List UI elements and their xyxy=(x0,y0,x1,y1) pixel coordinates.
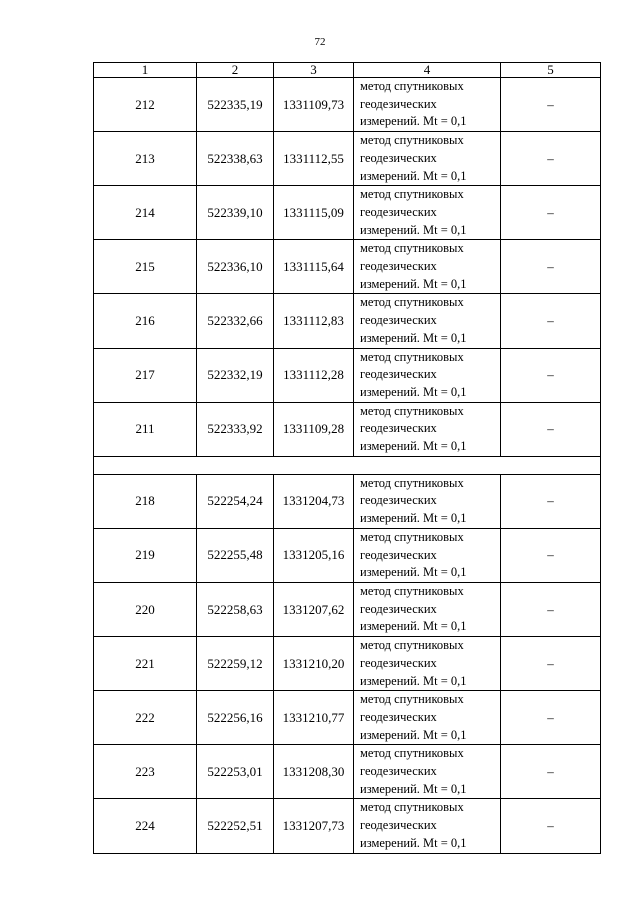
method-line: измерений. Mt = 0,1 xyxy=(360,619,467,634)
method-line: геодезических xyxy=(360,421,437,436)
y-coordinate-cell: 1331204,73 xyxy=(274,474,354,528)
point-number-cell: 220 xyxy=(94,582,197,636)
method-line: метод спутниковых xyxy=(360,746,464,761)
point-number-cell: 216 xyxy=(94,294,197,348)
y-coordinate-cell: 1331207,73 xyxy=(274,799,354,853)
header-col-5: 5 xyxy=(501,63,601,78)
point-number-cell: 215 xyxy=(94,240,197,294)
header-col-2: 2 xyxy=(197,63,274,78)
note-cell: – xyxy=(501,799,601,853)
y-coordinate-cell: 1331210,20 xyxy=(274,637,354,691)
header-col-1: 1 xyxy=(94,63,197,78)
y-coordinate-cell: 1331115,64 xyxy=(274,240,354,294)
method-line: измерений. Mt = 0,1 xyxy=(360,781,467,796)
method-cell xyxy=(354,348,501,402)
note-cell: – xyxy=(501,474,601,528)
method-line: метод спутниковых xyxy=(360,638,464,653)
table-row xyxy=(94,186,601,240)
method-line: метод спутниковых xyxy=(360,187,464,202)
y-coordinate-cell: 1331205,16 xyxy=(274,528,354,582)
y-coordinate-cell: 1331115,09 xyxy=(274,186,354,240)
method-line: геодезических xyxy=(360,493,437,508)
x-coordinate-cell: 522338,63 xyxy=(197,132,274,186)
method-cell xyxy=(354,186,501,240)
note-cell: – xyxy=(501,294,601,348)
method-cell xyxy=(354,691,501,745)
point-number-cell: 219 xyxy=(94,528,197,582)
method-line: геодезических xyxy=(360,547,437,562)
point-number-cell: 211 xyxy=(94,402,197,456)
method-cell xyxy=(354,799,501,853)
point-number-cell: 223 xyxy=(94,745,197,799)
note-cell: – xyxy=(501,402,601,456)
point-number-cell: 212 xyxy=(94,78,197,132)
method-line: измерений. Mt = 0,1 xyxy=(360,276,467,291)
table-row xyxy=(94,474,601,528)
point-number-cell: 222 xyxy=(94,691,197,745)
method-line: метод спутниковых xyxy=(360,79,464,93)
table-row xyxy=(94,132,601,186)
y-coordinate-cell: 1331207,62 xyxy=(274,582,354,636)
table-row xyxy=(94,528,601,582)
method-line: геодезических xyxy=(360,313,437,328)
method-line: геодезических xyxy=(360,367,437,382)
group-separator-cell xyxy=(94,456,601,474)
method-line: измерений. Mt = 0,1 xyxy=(360,114,467,129)
table-row xyxy=(94,637,601,691)
note-cell: – xyxy=(501,78,601,132)
method-cell xyxy=(354,294,501,348)
coordinates-table xyxy=(93,62,601,854)
x-coordinate-cell: 522339,10 xyxy=(197,186,274,240)
method-line: измерений. Mt = 0,1 xyxy=(360,565,467,580)
method-line: измерений. Mt = 0,1 xyxy=(360,439,467,454)
method-cell xyxy=(354,528,501,582)
method-line: измерений. Mt = 0,1 xyxy=(360,727,467,742)
table-row xyxy=(94,691,601,745)
method-line: измерений. Mt = 0,1 xyxy=(360,330,467,345)
x-coordinate-cell: 522255,48 xyxy=(197,528,274,582)
table-row xyxy=(94,402,601,456)
method-line: измерений. Mt = 0,1 xyxy=(360,222,467,237)
y-coordinate-cell: 1331210,77 xyxy=(274,691,354,745)
method-line: метод спутниковых xyxy=(360,475,464,490)
point-number-cell: 218 xyxy=(94,474,197,528)
method-line: метод спутниковых xyxy=(360,295,464,310)
note-cell: – xyxy=(501,240,601,294)
header-col-4: 4 xyxy=(354,63,501,78)
point-number-cell: 221 xyxy=(94,637,197,691)
method-line: метод спутниковых xyxy=(360,133,464,148)
method-line: метод спутниковых xyxy=(360,241,464,256)
header-col-3: 3 xyxy=(274,63,354,78)
method-line: метод спутниковых xyxy=(360,800,464,815)
method-cell xyxy=(354,132,501,186)
method-line: измерений. Mt = 0,1 xyxy=(360,511,467,526)
x-coordinate-cell: 522252,51 xyxy=(197,799,274,853)
method-line: метод спутниковых xyxy=(360,403,464,418)
method-line: геодезических xyxy=(360,655,437,670)
table-row xyxy=(94,582,601,636)
method-cell xyxy=(354,78,501,132)
method-cell xyxy=(354,402,501,456)
method-line: метод спутниковых xyxy=(360,583,464,598)
method-line: геодезических xyxy=(360,764,437,779)
x-coordinate-cell: 522332,19 xyxy=(197,348,274,402)
y-coordinate-cell: 1331112,83 xyxy=(274,294,354,348)
point-number-cell: 224 xyxy=(94,799,197,853)
x-coordinate-cell: 522336,10 xyxy=(197,240,274,294)
note-cell: – xyxy=(501,691,601,745)
point-number-cell: 213 xyxy=(94,132,197,186)
note-cell: – xyxy=(501,637,601,691)
note-cell: – xyxy=(501,528,601,582)
x-coordinate-cell: 522258,63 xyxy=(197,582,274,636)
table-row xyxy=(94,78,601,132)
method-cell xyxy=(354,240,501,294)
y-coordinate-cell: 1331112,55 xyxy=(274,132,354,186)
note-cell: – xyxy=(501,348,601,402)
method-cell xyxy=(354,745,501,799)
note-cell: – xyxy=(501,582,601,636)
table-row xyxy=(94,240,601,294)
y-coordinate-cell: 1331112,28 xyxy=(274,348,354,402)
page-number: 72 xyxy=(314,36,326,48)
y-coordinate-cell: 1331208,30 xyxy=(274,745,354,799)
note-cell: – xyxy=(501,132,601,186)
method-line: измерений. Mt = 0,1 xyxy=(360,835,467,850)
method-cell xyxy=(354,582,501,636)
x-coordinate-cell: 522332,66 xyxy=(197,294,274,348)
x-coordinate-cell: 522253,01 xyxy=(197,745,274,799)
note-cell: – xyxy=(501,186,601,240)
table-row xyxy=(94,799,601,853)
method-line: геодезических xyxy=(360,204,437,219)
x-coordinate-cell: 522254,24 xyxy=(197,474,274,528)
method-line: геодезических xyxy=(360,709,437,724)
method-line: метод спутниковых xyxy=(360,529,464,544)
method-line: геодезических xyxy=(360,601,437,616)
y-coordinate-cell: 1331109,28 xyxy=(274,402,354,456)
method-line: геодезических xyxy=(360,259,437,274)
y-coordinate-cell: 1331109,73 xyxy=(274,78,354,132)
method-line: метод спутниковых xyxy=(360,692,464,707)
header-row xyxy=(94,63,601,78)
method-line: геодезических xyxy=(360,150,437,165)
method-line: измерений. Mt = 0,1 xyxy=(360,384,467,399)
table-body xyxy=(94,78,601,854)
method-line: геодезических xyxy=(360,818,437,833)
table-row xyxy=(94,294,601,348)
x-coordinate-cell: 522335,19 xyxy=(197,78,274,132)
method-line: метод спутниковых xyxy=(360,349,464,364)
method-line: измерений. Mt = 0,1 xyxy=(360,168,467,183)
method-cell xyxy=(354,637,501,691)
method-line: измерений. Mt = 0,1 xyxy=(360,673,467,688)
table-row xyxy=(94,348,601,402)
note-cell: – xyxy=(501,745,601,799)
table-row xyxy=(94,745,601,799)
x-coordinate-cell: 522333,92 xyxy=(197,402,274,456)
point-number-cell: 217 xyxy=(94,348,197,402)
group-separator-row xyxy=(94,456,601,474)
point-number-cell: 214 xyxy=(94,186,197,240)
x-coordinate-cell: 522256,16 xyxy=(197,691,274,745)
method-line: геодезических xyxy=(360,96,437,111)
method-cell xyxy=(354,474,501,528)
x-coordinate-cell: 522259,12 xyxy=(197,637,274,691)
